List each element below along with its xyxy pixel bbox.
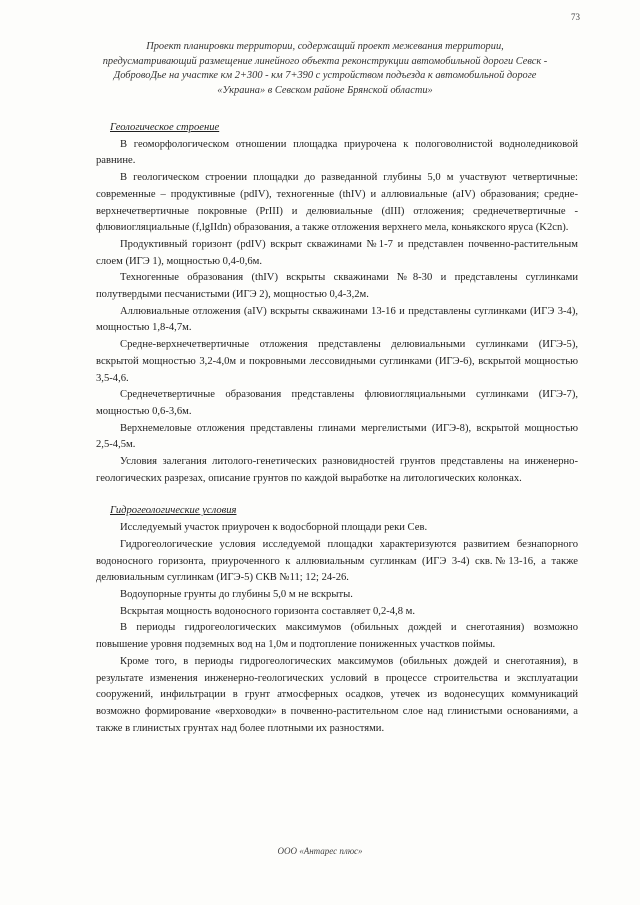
paragraph: Условия залегания литолого-генетических разновидностей грунтов представлены на инженерно-геологических разрезах, описание грунтов по каждой выработке на литологических колонках. xyxy=(96,456,578,484)
paragraph: В геологическом строении площадки до разведанной глубины 5,0 м участвуют четвертичные: современные – продуктивные (pdIV), техногенные (thIV) и аллювиальные (aIV) образования; средне-верхнечетвертичные покровные (PrIII) и делювиальные (dIII) отложения; среднечетвертичные - флювиогляциальные (f,lgIIdn) образования, а также отложения верхнего мела, коньякского яруса (K2cn). xyxy=(96,172,578,234)
section-title: Геологическое строение xyxy=(110,122,220,133)
paragraph: Техногенные образования (thIV) вскрыты скважинами №8-30 и представлены суглинками полутвердыми песчанистыми (ИГЭ 2), мощностью 0,4-3,2м. xyxy=(96,272,578,301)
document-header: Проект планировки территории, содержащий проект межевания территории, предусматривающий размещение линейного объекта реконструкции автомобильной дороги Севск - ДобровоДье на участке км 2+300 - км 7+390 с устройством подъезда к автомобильной дороге «Украина» в Севском районе Брянской области» xyxy=(102,41,548,96)
paragraph: Водоупорные грунты до глубины 5,0 м не вскрыты. xyxy=(120,588,353,600)
document-footer: ООО «Антарес плюс» xyxy=(277,846,363,856)
paragraph: Вскрытая мощность водоносного горизонта составляет 0,2-4,8 м. xyxy=(120,605,416,617)
section-title: Гидрогеологические условия xyxy=(110,505,237,517)
section-hydrogeology xyxy=(96,503,578,737)
paragraph: Верхнемеловые отложения представлены глинами мергелистыми (ИГЭ-8), вскрытой мощностью 2,5-4,5м. xyxy=(96,422,578,451)
paragraph: В геоморфологическом отношении площадка приурочена к пологоволнистой водноледниковой равнине. xyxy=(96,138,578,167)
document-body xyxy=(96,120,578,737)
paragraph: Аллювиальные отложения (aIV) вскрыты скважинами 13-16 и представлены суглинками (ИГЭ 3-4), мощностью 1,8-4,7м. xyxy=(96,305,578,334)
paragraph: В периоды гидрогеологических максимумов (обильных дождей и снеготаяния) возможно повышение уровня подземных вод на 1,0м и подтопление пониженных участков поймы. xyxy=(96,622,578,651)
page-number: 73 xyxy=(571,12,580,22)
paragraph: Исследуемый участок приурочен к водосборной площади реки Сев. xyxy=(120,522,428,534)
paragraph: Средне-верхнечетвертичные отложения представлены делювиальными суглинками (ИГЭ-5), вскрытой мощностью 3,2-4,0м и покровными лессовидными суглинками (ИГЭ-6), вскрытой мощностью 3,5-4,6. xyxy=(96,339,578,384)
paragraph: Продуктивный горизонт (pdIV) вскрыт скважинами №1-7 и представлен почвенно-растительным слоем (ИГЭ 1), мощностью 0,4-0,6м. xyxy=(96,238,578,267)
paragraph: Гидрогеологические условия исследуемой площадки характеризуются развитием безнапорного водоносного горизонта, приуроченного к аллювиальным суглинкам (ИГЭ 3-4) скв.№13-16, а также делювиальным суглинкам (ИГЭ-5) СКВ №11; 12; 24-26. xyxy=(96,538,578,584)
paragraph: Среднечетвертичные образования представлены флювиогляциальными суглинками (ИГЭ-7), мощностью 0,6-3,6м. xyxy=(96,389,578,417)
section-geology xyxy=(96,120,578,487)
paragraph: Кроме того, в периоды гидрогеологических максимумов (обильных дождей и снеготаяния), в результате изменения инженерно-геологических условий в процессе строительства и эксплуатации сооружений, инфильтрации в грунт атмосферных осадков, утечек из водонесущих коммуникаций возможно формирование «верховодки» в почвенно-растительном слое над глинистыми основаниями, а также в глинистых грунтах над более плотными их разностями. xyxy=(96,655,578,734)
section-gap xyxy=(96,487,578,503)
